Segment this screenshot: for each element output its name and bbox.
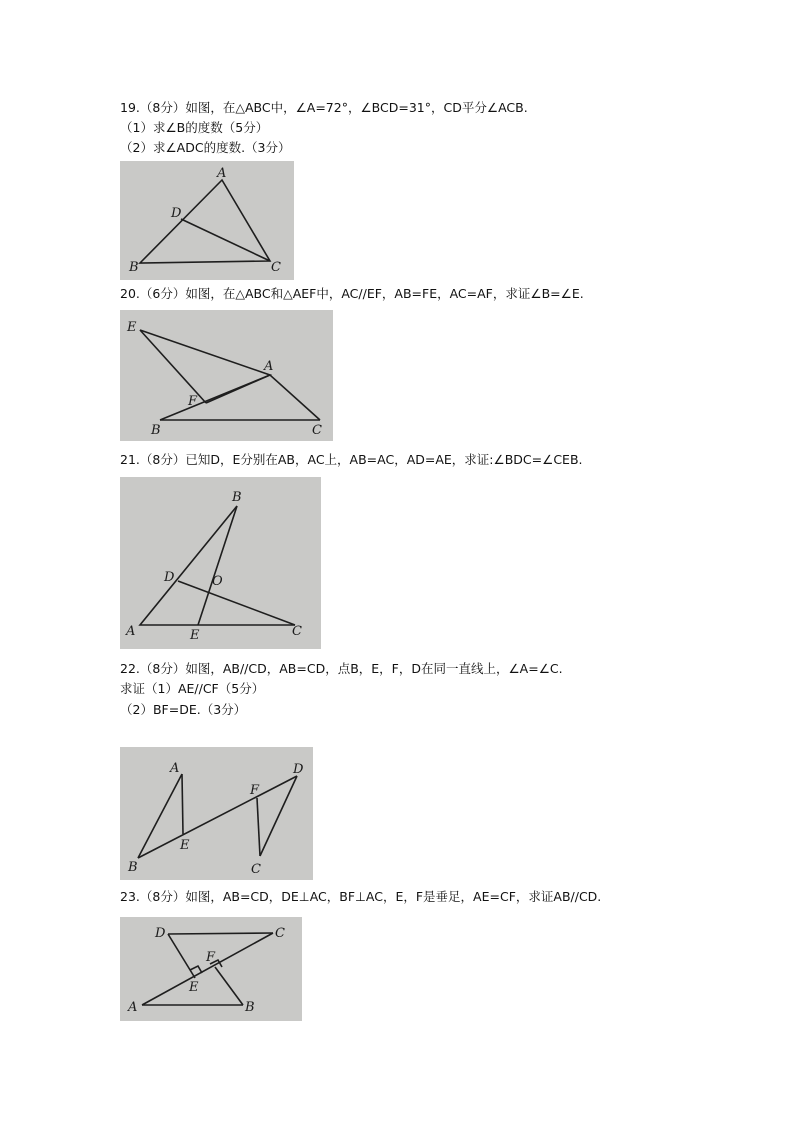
segment-ac [142,933,273,1005]
label-a: A [126,624,136,639]
q22-part2: （2）BF=DE.（3分） [120,702,247,717]
q19-part2: （2）求∠ADC的度数.（3分） [120,140,291,155]
triangle-aef-part [140,330,270,403]
q20-figure [120,310,333,441]
label-c: C [275,926,285,941]
label-a: A [170,761,180,776]
segment-bd [138,776,297,858]
label-c: C [271,260,281,275]
label-d: D [171,206,182,221]
q22-stem: 22.（8分）如图，AB//CD，AB=CD，点B，E，F，D在同一直线上，∠A=∠C. [120,661,563,676]
q22-figure [120,747,313,880]
label-d: D [293,762,304,777]
label-e: E [180,838,190,853]
label-f: F [250,783,260,798]
label-b: B [128,860,138,875]
label-b: B [129,260,139,275]
label-c: C [251,862,261,877]
label-d: D [164,570,175,585]
segment-ae [182,774,183,834]
q23-figure [120,917,302,1021]
segment-ab [138,774,182,858]
segment-be [198,506,237,625]
label-f: F [206,950,216,965]
segment-de [168,934,195,978]
label-o: O [212,574,223,589]
q21-stem: 21.（8分）已知D，E分别在AB，AC上，AB=AC，AD=AE，求证:∠BDC=∠CEB. [120,452,583,467]
segment-fc [257,798,260,856]
label-d: D [155,926,166,941]
label-b: B [151,423,161,438]
label-a: A [264,359,274,374]
triangle-abc-sides [160,375,320,420]
q19-stem: 19.（8分）如图，在△ABC中，∠A=72°，∠BCD=31°，CD平分∠ACB. [120,100,528,115]
triangle-abc [140,180,270,263]
label-a: A [128,1000,138,1015]
q21-figure [120,477,321,649]
label-b: B [245,1000,255,1015]
q19-figure [120,161,294,280]
segment-bf [215,967,243,1005]
segment-dc [178,581,295,625]
label-b: B [232,490,242,505]
q19-part1: （1）求∠B的度数（5分） [120,120,269,135]
label-a: A [217,166,227,181]
label-e: E [189,980,199,995]
label-c: C [312,423,322,438]
q22-part1: 求证（1）AE//CF（5分） [120,681,265,696]
label-f: F [188,394,198,409]
q23-stem: 23.（8分）如图，AB=CD，DE⊥AC，BF⊥AC，E，F是垂足，AE=CF，求证AB//CD. [120,889,602,904]
label-e: E [127,320,137,335]
label-c: C [292,624,302,639]
q20-stem: 20.（6分）如图，在△ABC和△AEF中，AC//EF，AB=FE，AC=AF，求证∠B=∠E. [120,286,584,301]
segment-dc [260,776,297,856]
label-e: E [190,628,200,643]
segment-dc [168,933,273,934]
